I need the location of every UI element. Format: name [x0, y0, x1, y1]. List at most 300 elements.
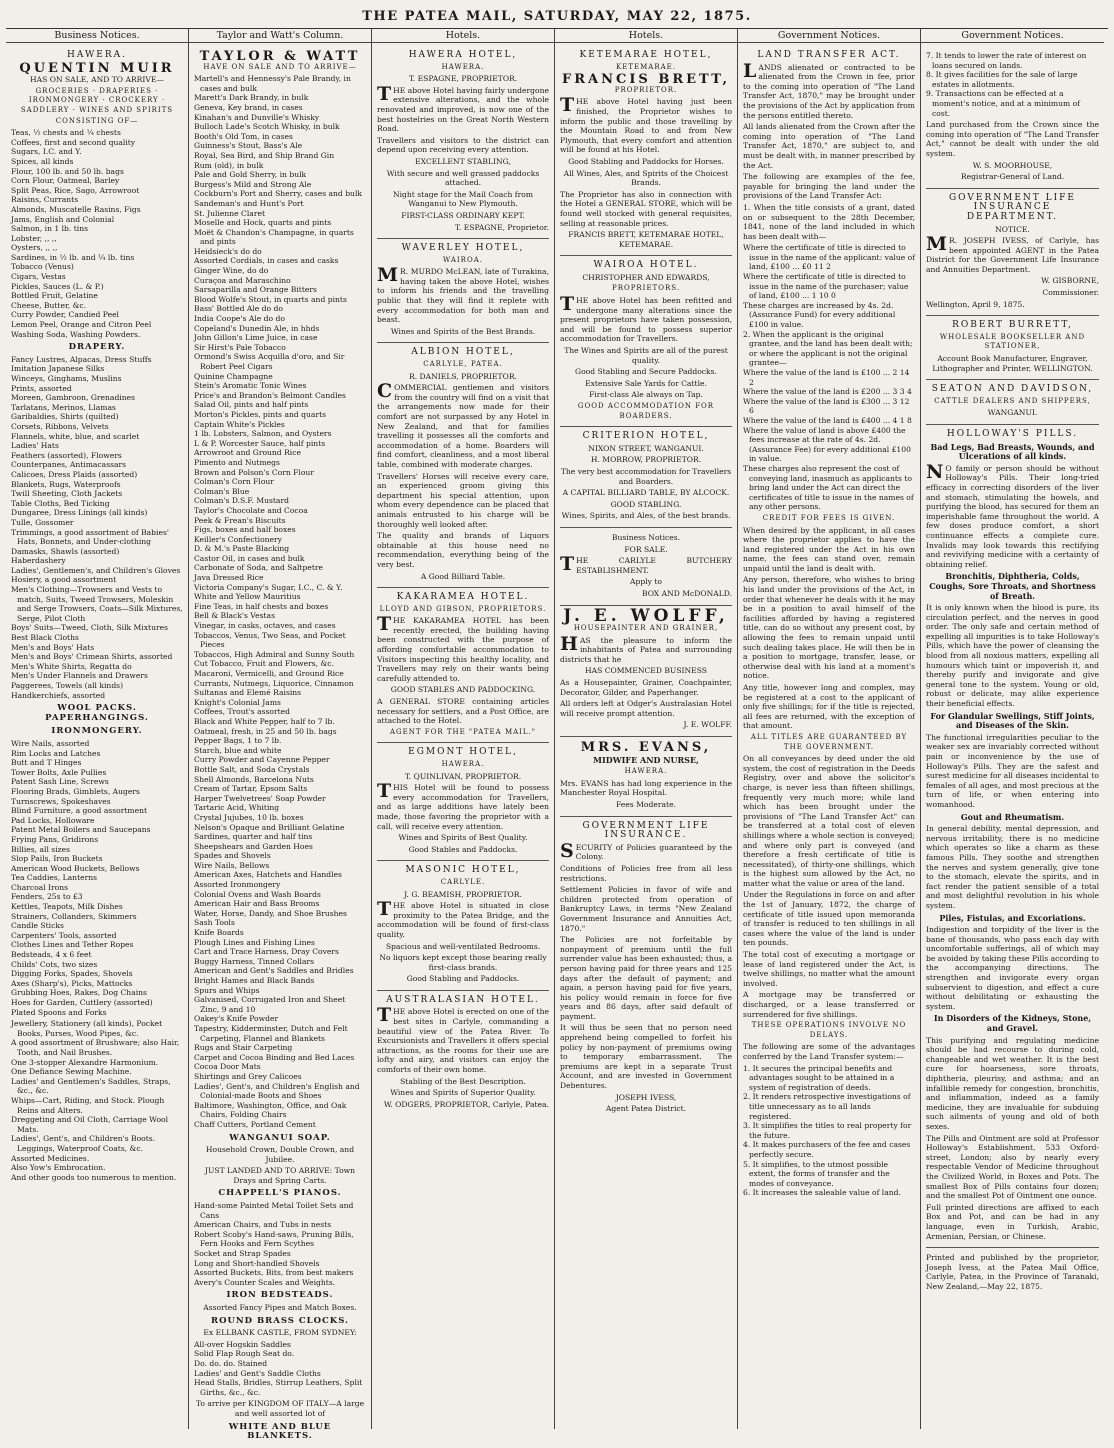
list-item: Washing Soda, Washing Powders.	[11, 329, 141, 339]
list-item: 5. It simplifies, to the utmost possible extent, the forms of transfer and the modes of conveyance.	[743, 1159, 890, 1188]
list-item: Black and White Pepper, half to 7 lb.	[194, 716, 335, 726]
imprint	[926, 1248, 1099, 1297]
ad-body: Conditions of Policies free from all less restrictions.	[560, 863, 732, 883]
list-item: Crystal Jujubes, 10 lb. boxes	[194, 812, 304, 822]
list-item: Cream of Tartar, Epsom Salts	[194, 784, 308, 794]
list-item: Tapestry, Kidderminster, Dutch and Felt Carpeting, Flannel and Blankets	[194, 1023, 348, 1043]
list-item: Ladies' Hats	[11, 441, 59, 451]
list-item: Bottled Fruit, Gelatine	[11, 291, 98, 301]
list-item: Curry Powder, Candied Peel	[11, 310, 119, 320]
ad-sub: MIDWIFE AND NURSE,	[593, 754, 699, 765]
ad-body: All lands alienated from the Crown after the coming into operation of "The Land Transfer Act, 1870," are subject to, and must be dealt with, in manner prescribed by the Act.	[743, 122, 915, 170]
list-item: Macaroni, Vermicelli, and Ground Rice	[194, 669, 344, 678]
ad-line: Wines and Spirits of Superior Quality.	[390, 1088, 536, 1098]
gli-department-notice	[926, 189, 1099, 317]
list-item: Pickles, Sauces (L. & P.)	[11, 281, 104, 291]
ad-title: ALBION HOTEL,	[411, 347, 515, 358]
stock-list	[194, 74, 366, 1129]
ad-line: No liquors kept except those bearing really first-class brands.	[379, 953, 547, 972]
list-item: American Hair and Bass Brooms	[194, 899, 320, 909]
ad-line: Good Stabling and Paddocks.	[406, 974, 520, 984]
ad-line: ALL TITLES ARE GUARANTEED BY THE GOVERNMENT.	[750, 732, 908, 751]
ad-proprietor: R. DANIELS, PROPRIETOR.	[409, 371, 517, 381]
list-item: Haberdashery	[11, 556, 66, 566]
criterion-hotel-advert	[560, 427, 732, 528]
list-item: Ladies' and Gentlemen's Saddles, Straps, &c., &c.	[11, 1076, 171, 1096]
ad-body: THE above Hotel having fairly undergone extensive alterations, and the whole renovated and improved, is now one of the best hostelries on the Great North Western Road.	[377, 82, 549, 134]
list-item: Harper Twelvetrees' Soap Powder	[194, 793, 326, 803]
ad-signature: J. E. WOLFF.	[683, 720, 732, 730]
list-item: Keiller's Confectionery	[194, 534, 282, 544]
ad-line: The Wines and Spirits are all of the purest quality.	[564, 346, 728, 365]
list-item: Castor Oil, in cases and bulk	[194, 553, 305, 563]
ad-town: HAWERA.	[624, 767, 668, 776]
list-item: Salad Oil, pints and half pints	[194, 400, 309, 410]
ad-body: The functional irregularities peculiar to the weaker sex are invariably corrected without pain or inconvenience by the use of Holloway's Pills. They are the safest and surest medicine for all diseases incidental to females of all ages, and most precious at the turn of life, or when entering into womanhood.	[926, 732, 1099, 809]
list-item: Curaçoa and Maraschino	[194, 275, 291, 285]
ad-body: It is only known when the blood is pure, its circulation perfect, and the nerves in good order. The only safe and certain method of expelling all impurities is to take Holloway's Pills, which have the power of cleansing the blood from all noxious matters, expelling all humours which taint or impoverish it, and thereby purify and invigorate and give general tone to the system. Young or old, robust or delicate, may alike experience their beneficial effects.	[926, 603, 1099, 709]
ad-line: Wines and Spirits of the Best Brands.	[390, 326, 536, 336]
list-item: Assorted Buckets, Bits, from best makers	[194, 1268, 354, 1278]
list-item: Spices, all kinds	[11, 156, 74, 166]
list-item: Where the value of the land is £300 ... 3 12 6	[743, 396, 910, 416]
ad-signature: BOX AND McDONALD.	[641, 588, 732, 598]
list-item: Tulle, Gossomer	[11, 517, 74, 527]
ad-body: The following are examples of the fee, payable for bringing the land under the provisions of the Land Transfer Act:	[743, 172, 915, 201]
groceries-list	[11, 128, 183, 339]
ad-body: The Policies are not forfeitable by nonpayment of premium until the full surrender value has been exhausted; thus, a person having paid for three years and 125 days after the default of payment; and again, a person having paid for five years, his policy would remain in force for five years and 86 days, after said default of payment.	[560, 935, 732, 1021]
ad-body: This purifying and regulating medicine should be had recourse to during cold, changeable and wet weather. It is the best cure for hoarseness, sore throats, diphtheria, pleurisy, and asthma; and an infallible remedy for congestion, bronchitis, and inflammation, indeed as a family medicine, they are invaluable for subduing such ailments of young and old of both sexes.	[926, 1035, 1099, 1131]
list-item: One 3-stopper Alexandre Harmonium.	[11, 1057, 159, 1067]
ad-line: Apply to	[630, 577, 662, 587]
list-item: Carpenters' Tools, assorted	[11, 930, 117, 940]
ad-body: The quality and brands of Liquors obtainable at this house need no recommendation, everything being of the very best.	[377, 531, 549, 569]
ad-line: To arrive per KINGDOM OF ITALY—A large and well assorted lot of	[195, 1399, 365, 1418]
list-item: Kinahan's and Dunville's Whisky	[194, 112, 320, 122]
ad-proprietor: LLOYD AND GIBSON, PROPRIETORS.	[379, 604, 547, 613]
ad-date: Wellington, April 9, 1875.	[926, 299, 1025, 309]
list-item: Twill Sheeting, Cloth Jackets	[11, 489, 123, 499]
ad-line: Wines, Spirits, and Ales, of the best brands.	[561, 511, 731, 521]
list-item: Cut Tobacco, Fruit and Flowers, &c.	[194, 659, 334, 669]
list-item: Where the value of the land is £400 ... 4 1 8	[743, 415, 912, 425]
list-item: Billies, all sizes	[11, 844, 71, 854]
list-item: Solid Flap Rough Seat do.	[194, 1349, 295, 1359]
list-item: Colonial Ovens and Wash Boards	[194, 889, 321, 899]
list-item: White and Yellow Mauritius	[194, 592, 301, 602]
list-item: Frying Pans, Gridirons	[11, 834, 99, 844]
ironmongery-list	[11, 739, 183, 1017]
holloway-advert	[926, 425, 1099, 1248]
list-item: Carbonate of Soda, and Saltpetre	[194, 563, 323, 573]
list-item: Fine Teas, in half chests and boxes	[194, 601, 329, 611]
list-item: Rum (old), in bulk	[194, 160, 264, 170]
list-item: Chaff Cutters, Portland Cement	[194, 1119, 316, 1129]
ad-line: Ex ELLBANK CASTLE, FROM SYDNEY:	[203, 1328, 357, 1338]
list-item: Hosiery, a good assortment	[11, 575, 117, 585]
list-item: Also Yow's Embrocation.	[11, 1163, 106, 1173]
list-item: Tobaccos, Venus, Two Seas, and Pocket Pieces	[194, 630, 346, 650]
list-item: 4. It makes purchasers of the fee and cases perfectly secure.	[743, 1140, 911, 1159]
ad-body: THE CARLYLE BUTCHERY ESTABLISHMENT.	[560, 553, 732, 576]
list-item: Handkerchiefs, assorted	[11, 690, 106, 700]
ad-body: COMMERCIAL gentlemen and visitors from the country will find on a visit that the arrangements now made for their comfort are not surpassed by any Hotel in New Zealand, and that for families travelling it possesses all the comforts and accommodation of a home. Boarders will find comfort, cleanliness, and a most liberal table, combined with moderate charges.	[377, 380, 549, 469]
imprint-text: Printed and published by the proprietor, Joseph Ivess, at the Patea Mail Office, Carlyle, Patea, in the Province of Taranaki, New Zealand,—May 22, 1875.	[926, 1253, 1099, 1291]
list-item: Oakey's Knife Powder	[194, 1014, 279, 1024]
column-heading: Hotels.	[555, 29, 737, 43]
list-item: Cart and Trace Harness, Dray Covers	[194, 947, 339, 957]
list-item: Curry Powder and Cayenne Pepper	[194, 755, 330, 765]
ad-sub: HAVE ON SALE AND TO ARRIVE—	[203, 62, 357, 71]
section-title: IRONMONGERY.	[51, 726, 143, 737]
column-heading: Government Notices.	[921, 29, 1104, 43]
list-item: Pepper Bags, 1 to 7 lb.	[194, 736, 282, 746]
list-item: Shirtings and Grey Calicoes	[194, 1071, 302, 1081]
list-item: Robert Scoby's Hand-saws, Pruning Bills, Fern Hooks and Fern Scythes	[194, 1229, 354, 1249]
ad-town: WAIROA.	[443, 255, 483, 264]
list-item: Almonds, Muscatelle Rasins, Figs	[11, 204, 141, 214]
ad-line: THESE OPERATIONS INVOLVE NO DELAYS.	[751, 1021, 907, 1039]
list-item: American and Gent's Saddles and Bridles	[194, 966, 354, 976]
column-government-1	[738, 29, 921, 1429]
list-item: Heidsieck's do do	[194, 246, 262, 256]
list-item: Starch, blue and white	[194, 745, 282, 755]
list-item: India Coope's Ale do do	[194, 314, 285, 324]
list-item: Galvanised, Corrugated Iron and Sheet Zinc, 9 and 10	[194, 995, 346, 1014]
fees-list	[743, 243, 915, 512]
list-item: Bulloch Lade's Scotch Whisky, in bulk	[194, 122, 340, 132]
list-item: Tea Caddies, Lanterns	[11, 873, 98, 883]
list-item: Ladies', Gentlemen's, and Children's Gloves	[11, 565, 181, 575]
list-item: Sandeman's and Hunt's Port	[194, 198, 304, 208]
list-item: Garibaldies, Shirts (quilted)	[11, 412, 119, 422]
ad-body: MR. JOSEPH IVESS, of Carlyle, has been appointed AGENT in the Patea District for the Government Life Insurance and Annuities Department.	[926, 233, 1099, 274]
section-title: DRAPERY.	[68, 342, 126, 353]
ad-line: GOOD STABLES AND PADDOCKING.	[390, 685, 536, 695]
ad-body: Travellers' Horses will receive every care, an experienced groom giving this department his special attention, upon whom every dependence can be placed that animals entrusted to his charge will be thoroughly well looked after.	[377, 471, 549, 529]
list-item: Water, Horse, Dandy, and Shoe Brushes	[194, 908, 347, 918]
list-item: Pad Locks, Holloware	[11, 815, 95, 825]
list-item: Pale and Gold Sherry, in bulk	[194, 170, 307, 180]
ad-line: Night stage for the Mail Coach from Wanganui to New Plymouth.	[392, 189, 534, 209]
ad-town: NIXON STREET, WANGANUI.	[588, 443, 704, 453]
list-item: Dreggeting and Oil Cloth, Carriage Wool Mats.	[11, 1115, 169, 1134]
list-item: Moët & Chandon's Champagne, in quarts and pints	[194, 227, 354, 247]
list-item: Axes (Sharp's), Picks, Mattocks	[11, 978, 133, 988]
waverley-hotel-advert	[377, 239, 549, 343]
ad-title: ROBERT BURRETT,	[952, 320, 1073, 331]
list-item: Bottle Salt, and Soda Crystals	[194, 764, 310, 774]
ad-proprietor: H. MORROW, PROPRIETOR.	[590, 455, 702, 465]
section-title: WANGANUI SOAP.	[229, 1132, 331, 1143]
ad-body: 1. When the title consists of a grant, dated on or subsequent to the 28th December, 1841, none of the land included in which has been dealt with—	[743, 202, 915, 241]
ad-signature: Registrar-General of Land.	[960, 172, 1065, 182]
list-item: Blankets, Rugs, Waterproofs	[11, 479, 121, 489]
ad-body: THE KAKARAMEA HOTEL has been recently erected, the building having been constructed with the purpose of affording comfortable accommodation to Visitors inspecting this healthy locality, and Travellers may rely on their wants being carefully attended to.	[377, 613, 549, 683]
ad-line: Good Stables and Paddocks.	[408, 844, 518, 854]
ad-line: AGENT FOR THE "PATEA MAIL."	[389, 727, 537, 736]
ad-proprietor: T. ESPAGNE, PROPRIETOR.	[408, 74, 518, 84]
section-title: IRON BEDSTEADS.	[226, 1290, 334, 1301]
list-item: Captain White's Pickles	[194, 419, 285, 429]
list-item: Jewellery, Stationery (all kinds), Pocket Books, Purses, Wood Pipes, &c.	[11, 1019, 163, 1038]
list-item: Prints, assorted	[11, 383, 72, 393]
list-item: Clothes Lines and Tether Ropes	[11, 940, 134, 950]
ad-body: Indigestion and torpidity of the liver is the bane of thousands, who pass each day with uncomfortable sufferings, all of which may be avoided by taking these Pills according to the accompanying directions. The strengthen and invigorate every organ subservient to digestion, and effect a cure without debilitating or exhausting the system.	[926, 925, 1099, 1011]
list-item: Wire Nails, assorted	[11, 738, 90, 748]
list-item: Raisins, Currants	[11, 195, 79, 205]
ad-line: Account Book Manufacturer, Engraver, Lithographer and Printer, WELLINGTON.	[932, 354, 1093, 373]
ad-line: EXCELLENT STABLING,	[415, 156, 511, 166]
list-item: Sash Tools	[194, 918, 235, 928]
list-item: Buggy Harness, Tinned Collars	[194, 956, 315, 966]
seaton-advert	[926, 380, 1099, 425]
list-item: Cigars, Vestas	[11, 272, 66, 282]
list-item: Peek & Frean's Biscuits	[194, 515, 286, 525]
ad-body: THE above Hotel having just been finished, the Proprietor wishes to inform the public and those travelling by the Mountain Road to and from New Plymouth, that every comfort and attention will be found at his Hotel.	[560, 94, 732, 155]
list-item: Tobacco (Venus)	[11, 262, 74, 272]
butchery-advert	[560, 528, 732, 606]
ad-body: In general debility, mental depression, and nervous irritability, there is no medicine which operates so like a charm as these famous Pills. They soothe and strengthen the nerves and system generally, give tone to the stomach, elevate the spirits, and in fact render the patient sensible of a total and most delightful revolution in his whole system.	[926, 824, 1099, 910]
list-item: Burgess's Mild and Strong Ale	[194, 179, 312, 189]
ad-line: GOOD STABLING.	[610, 499, 682, 509]
list-item: Taylor's Chocolate and Cocoa	[194, 505, 308, 515]
list-item: 9. Transactions can be effected at a moment's notice, and at a minimum of cost.	[926, 89, 1080, 118]
ad-title: KAKARAMEA HOTEL.	[396, 592, 530, 603]
list-item: Guinness's Stout, Bass's Ale	[194, 141, 303, 151]
list-item: Feathers (assorted), Flowers	[11, 450, 122, 460]
list-item: Fancy Lustres, Alpacas, Dress Stuffs	[11, 354, 152, 364]
ad-line: Extensive Sale Yards for Cattle.	[585, 378, 707, 388]
list-item: 8. It gives facilities for the sale of large estates in allotments.	[926, 70, 1078, 89]
column-heading: Taylor and Watt's Column.	[189, 29, 371, 43]
list-item: Carpet and Cocoa Binding and Bed Laces	[194, 1052, 355, 1062]
list-item: Cockburn's Port and Sherry, cases and bulk	[194, 189, 362, 199]
list-item: Charcoal Irons	[11, 882, 69, 892]
ad-body: Travellers and visitors to the district can depend upon receiving every attention.	[377, 135, 549, 155]
list-item: Currants, Nutmegs, Liquorice, Cinnamon	[194, 678, 354, 688]
list-item: Split Peas, Rice, Sago, Arrowroot	[11, 185, 140, 195]
list-item: Fenders, 25s to £3	[11, 892, 83, 902]
list-item: American Wood Buckets, Bellows	[11, 863, 140, 873]
ad-line: CREDIT FOR FEES IS GIVEN.	[762, 513, 896, 522]
ad-title: HOLLOWAY'S PILLS.	[946, 429, 1079, 439]
list-item: 7. It tends to lower the rate of interest on loans secured on lands.	[926, 51, 1087, 70]
list-item: American Axes, Hatchets and Handles	[194, 870, 342, 880]
list-item: Trimmings, a good assortment of Babies' Hats, Bonnets, and Under-clothing	[11, 527, 169, 547]
list-item: Knife Boards	[194, 928, 244, 938]
wairoa-hotel-advert	[560, 256, 732, 427]
ad-line: FIRST-CLASS ORDINARY KEPT.	[401, 210, 525, 220]
ad-name: MRS. EVANS,	[580, 740, 712, 756]
ad-body: SECURITY of Policies guaranteed by the Colony.	[560, 839, 732, 862]
ad-line: Assorted Fancy Pipes and Match Boxes.	[203, 1303, 357, 1312]
list-item: Damasks, Shawls (assorted)	[11, 546, 120, 556]
column-taylor-watt	[189, 29, 372, 1442]
list-item: Shell Almonds, Barcelona Nuts	[194, 774, 314, 784]
sundries-list	[11, 1019, 183, 1182]
ad-proprietor: J. G. BEAMISH, PROPRIETOR.	[404, 889, 522, 899]
list-item: Patent Metal Boilers and Saucepans	[11, 825, 151, 835]
section-title: WOOL PACKS. PAPERHANGINGS.	[45, 703, 149, 723]
list-item: Jams, English and Colonial	[11, 214, 115, 224]
ad-line: First-class Ale always on Tap.	[589, 390, 703, 400]
ad-title: KETEMARAE HOTEL,	[579, 50, 713, 60]
ad-signature: Agent Patea District.	[605, 1104, 687, 1114]
ad-title: SEATON AND DAVIDSON,	[931, 384, 1094, 395]
list-item: Where the value of land is above £400 the fees increase at the rate of 4s. 2d. (Assurance Fee) for every additional £100 in value.	[743, 425, 911, 464]
ad-signature: FRANCIS BRETT, KETEMARAE HOTEL, KETEMARAE.	[568, 230, 724, 249]
list-item: Men's Under Flannels and Drawers	[11, 671, 148, 681]
ad-body: Full printed directions are affixed to each Box and Pot, and can be had in any language, even in Turkish, Arabic, Armenian, Persian, or Chinese.	[926, 1202, 1099, 1241]
list-item: Corn Flour, Oatmeal, Barley	[11, 176, 120, 186]
ad-name: QUENTIN MUIR	[19, 60, 175, 76]
list-item: Socket and Strap Spades	[194, 1249, 291, 1259]
list-item: Price's and Brandon's Belmont Candles	[194, 390, 346, 400]
list-item: These charges also represent the cost of conveying land, inasmuch as applicants to bring land under the Act can direct the certificates of title to issue in the names of any other persons.	[743, 463, 914, 512]
list-item: Sugars, I.C. and Y.	[11, 147, 82, 157]
ad-body: As a Housepainter, Grainer, Coachpainter, Decorator, Gilder, and Paperhanger.	[560, 678, 732, 697]
ad-line: Good Stabling and Secure Paddocks.	[575, 367, 717, 377]
section-title: ROUND BRASS CLOCKS.	[211, 1315, 349, 1326]
saddlery-list	[194, 1340, 366, 1398]
pianos-list	[194, 1201, 366, 1287]
ad-line: Stabling of the Best Description.	[400, 1076, 526, 1086]
ad-town: CARLYLE, PATEA.	[423, 360, 503, 369]
ad-body: Any person, therefore, who wishes to bring his land under the provisions of the Act, in order that whenever he deals with it he may be in a position to avail himself of the facilities afforded by having a registered title, can do so without any present cost, by allowing the fees to remain unpaid until such dealing takes place. He will then be in a position to mortgage, transfer, lease, or otherwise deal with his land at a moment's notice.	[743, 575, 915, 681]
list-item: Bass' Bottled Ale do do	[194, 304, 283, 314]
ad-title: WAIROA HOTEL.	[593, 260, 699, 271]
kakaramea-hotel-advert	[377, 588, 549, 743]
list-item: 6. It increases the saleable value of land.	[743, 1188, 901, 1198]
list-item: D. & M.'s Paste Blacking	[194, 544, 290, 554]
ad-body: THE above Hotel is situated in close proximity to the Patea Bridge, and the accommodation will be found of first-class quality.	[377, 898, 549, 939]
column-government-2	[921, 29, 1104, 1429]
list-item: Calicoes, Dress Plaids (assorted)	[11, 469, 138, 479]
list-item: Moselle and Hock, quarts and pints	[194, 218, 332, 228]
list-item: And other goods too numerous to mention.	[11, 1172, 177, 1182]
list-item: Assorted Ironmongery	[194, 880, 281, 890]
ad-line: Spacious and well-ventilated Bedrooms.	[385, 941, 541, 951]
section-title: CHAPPELL'S PIANOS.	[218, 1188, 342, 1199]
list-item: Plough Lines and Fishing Lines	[194, 937, 315, 947]
list-item: Copeland's Dunedin Ale, in hhds	[194, 323, 320, 333]
list-item: Flannels, white, blue, and scarlet	[11, 431, 140, 441]
ad-body: It will thus be seen that no person need apprehend being compelled to forfeit his policy by non-payment of premiums owing to temporary embarrassment. The premiums are kept in a separate Trust Account, and are invested in Government Debentures.	[560, 1023, 732, 1091]
ad-line: A CAPITAL BILLIARD TABLE, BY ALCOCK.	[562, 488, 730, 498]
list-item: Ormond's Swiss Acquilla d'oro, and Sir Robert Peel Cigars	[194, 352, 345, 371]
ad-line: Good Stabling and Paddocks for Horses.	[568, 156, 724, 166]
section-title: Business Notices.	[611, 532, 681, 542]
ad-sub: CATTLE DEALERS AND SHIPPERS,	[934, 396, 1091, 405]
list-item: Lemon Peel, Orange and Citron Peel	[11, 320, 152, 330]
list-item: Tower Bolts, Axle Pullies	[11, 767, 107, 777]
ad-body: Land purchased from the Crown since the coming into operation of "The Land Transfer Act," cannot be dealt with under the old system.	[926, 120, 1099, 158]
ad-signature: W. ODGERS, PROPRIETOR, Carlyle, Patea.	[383, 1099, 549, 1109]
ketemarae-hotel-advert	[560, 46, 732, 256]
ad-line: With secure and well grassed paddocks attached.	[386, 168, 540, 188]
list-item: Blind Furniture, a good assortment	[11, 806, 148, 816]
ad-headline: HAS ON SALE, AND TO ARRIVE—	[30, 75, 164, 85]
ad-body: The Pills and Ointment are sold at Professor Holloway's Establishment, 533 Oxford-street, London; also by nearly every respectable Vendor of Medicine throughout the Civilized World, in Boxes and Pots. The smallest Box of Pills contains four dozen; and the smallest Pot of Ointment one ounce.	[926, 1133, 1099, 1201]
ad-subhead: Bad Legs, Bad Breasts, Wounds, and Ulcerations of all kinds.	[930, 441, 1095, 462]
list-item: Do. do. do. Stained	[194, 1358, 268, 1368]
list-item: Java Dressed Rice	[194, 573, 264, 583]
albion-hotel-advert	[377, 343, 549, 588]
ad-body: The following are some of the advantages conferred by the Land Transfer system:—	[743, 1042, 915, 1061]
list-item: Dungaree, Dress Linings (all kinds)	[11, 508, 148, 518]
list-item: Rim Locks and Latches	[11, 748, 101, 758]
ad-town: HAWERA.	[441, 62, 485, 71]
ad-body: THE above Hotel has been refitted and undergone many alterations since the present proprietors have taken possession, and will be found to possess superior accommodation for Travellers.	[560, 293, 732, 344]
list-item: Kettles, Teapots, Milk Dishes	[11, 902, 123, 912]
ad-line: The very best accommodation for Travellers and Boarders.	[560, 466, 732, 486]
list-item: Pimento and Nutmegs	[194, 457, 280, 467]
ad-signature: W. S. MOORHOUSE,	[972, 160, 1053, 170]
list-item: Digging Forks, Spades, Shovels	[11, 969, 133, 979]
list-item: Candle Sticks	[11, 921, 64, 931]
ad-town: KETEMARAE.	[615, 62, 676, 71]
list-item: One Defiance Sewing Machine.	[11, 1067, 132, 1077]
ad-town: WANGANUI.	[987, 408, 1038, 418]
list-item: Childs' Cots, two sizes	[11, 959, 98, 969]
ad-signature: T. ESPAGNE, Proprietor.	[454, 222, 549, 232]
ad-line: Fees Moderate.	[616, 800, 676, 809]
list-item: Where the certificate of title is directed to issue in the name of the applicant: value of land, £100 ... £0 11 2	[743, 243, 916, 272]
ad-proprietor: PROPRIETORS.	[611, 284, 681, 293]
column-hotels-1	[372, 29, 555, 1429]
list-item: Oatmeal, fresh, in 25 and 50 lb. bags	[194, 726, 337, 736]
australasian-hotel-advert	[377, 991, 549, 1116]
ad-line: Wines and Spirits of Best Quality.	[398, 833, 528, 843]
list-item: Ladies' and Gent's Saddle Cloths	[194, 1368, 321, 1378]
masonic-hotel-advert	[377, 861, 549, 991]
list-item: Sir Hirst's Pale Tobacco	[194, 342, 286, 352]
list-item: Spades and Shovels	[194, 851, 271, 861]
list-item: Salmon, in 1 lb. tins	[11, 224, 89, 234]
list-item: Ginger Wine, do do	[194, 266, 269, 276]
ad-line: Household Crown, Double Crown, and Jubilee.	[205, 1145, 355, 1164]
list-item: Sultanas and Elemé Raisins	[194, 688, 302, 698]
list-item: Colman's Corn Flour	[194, 477, 274, 487]
list-item: Men's Clothing—Trowsers and Vests to match, Suits, Tweed Trowsers, Moleskin and Serge Trowsers, Coats—Silk Mixtures, Serge, Pilot Cloth	[11, 585, 183, 623]
ad-town: CARLYLE.	[440, 877, 486, 886]
ad-proprietor: CHRISTOPHER AND EDWARDS,	[582, 272, 710, 282]
list-item: Hand-some Painted Metal Toilet Sets and Cans	[194, 1201, 354, 1220]
ad-title: EGMONT HOTEL,	[408, 747, 518, 758]
ad-subhead: In Disorders of the Kidneys, Stone, and Gravel.	[933, 1013, 1092, 1034]
list-item: Bright Hames and Black Bands	[194, 976, 315, 985]
ad-body: THE above Hotel is erected on one of the best sites in Carlyle, commanding a beautiful view of the Patea River. To Excursionists and Travellers it offers special attractions, as the rooms for their use are lofty and airy, and visitors can enjoy the comforts of their own home.	[377, 1004, 549, 1075]
hawera-hotel-advert	[377, 46, 549, 239]
list-item: Table Cloths, Bed Ticking	[11, 498, 110, 508]
list-item: Grubbing Hoes, Rakes, Dog Chains	[11, 988, 147, 998]
section-title: WHITE AND BLUE BLANKETS.	[228, 1421, 332, 1442]
columns	[6, 29, 1108, 1442]
list-item: Plated Spoons and Forks	[11, 1007, 107, 1017]
ad-line: All Wines, Ales, and Spirits of the Choicest Brands.	[563, 168, 729, 188]
list-item: Marett's Dark Brandy, in bulk	[194, 93, 309, 103]
list-item: L & P. Worcester Sauce, half pints	[194, 438, 326, 448]
list-item: Colman's D.S.F. Mustard	[194, 496, 289, 506]
ad-subhead: For Glandular Swellings, Stiff Joints, and Diseases of the Skin.	[930, 710, 1095, 731]
ad-title: MASONIC HOTEL,	[405, 865, 521, 876]
ad-signature: W. GISBORNE,	[1041, 276, 1099, 286]
list-item: Coffees, Trout's assorted	[194, 707, 291, 717]
list-item: 2. It renders retrospective investigations of title unnecessary as to all lands registered.	[743, 1092, 911, 1121]
ad-line: NOTICE.	[995, 224, 1030, 234]
ad-body: The total cost of executing a mortgage or lease of land registered under the Act, is twelve shillings, no matter what the amount involved.	[743, 950, 915, 988]
